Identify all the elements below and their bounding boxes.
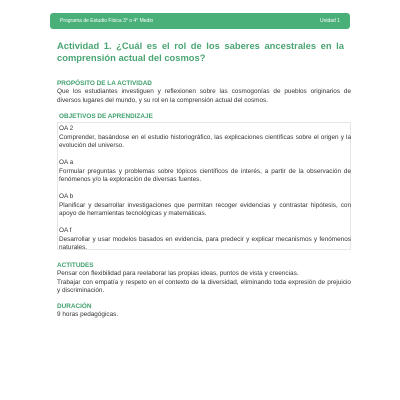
objective-item	[59, 159, 351, 185]
objective-text: Comprender, basándose en el estudio historiográfico, las explicaciones científicas sobre el origen y la evolución del universo.	[59, 133, 351, 150]
program-label: Programa de Estudio Física 3° o 4° Medio	[60, 18, 154, 24]
objectives-heading: OBJETIVOS DE APRENDIZAJE	[59, 113, 153, 120]
unit-label: Unidad 1	[319, 18, 340, 24]
objective-text: Formular preguntas y problemas sobre tópicos científicos de interés, a partir de la observación de fenómenos y/o la exploración de diversas fuentes.	[59, 167, 351, 184]
objective-item	[59, 227, 351, 253]
attitudes-list	[57, 270, 351, 296]
purpose-text: Que los estudiantes investiguen y reflexionen sobre las cosmogonías de pueblos originarios de diversos lugares del mundo, y su rol en la comprensión actual del cosmos.	[57, 88, 351, 104]
attitude-item: Trabajar con empatía y respeto en el contexto de la diversidad, eliminando toda expresión de prejuicio y discriminación.	[57, 278, 351, 295]
attitude-item: Pensar con flexibilidad para reelaborar las propias ideas, puntos de vista y creencias.	[57, 270, 299, 277]
objective-code: OA b	[59, 193, 74, 200]
objective-code: OA f	[59, 227, 72, 234]
duration-text: 9 horas pedagógicas.	[57, 311, 119, 318]
objective-code: OA a	[59, 159, 74, 166]
objective-text: Planificar y desarrollar investigaciones que permitan recoger evidencias y contrastar hipótesis, con apoyo de herramientas tecnológicas y matemáticas.	[59, 201, 351, 218]
objective-item	[59, 193, 351, 219]
attitudes-heading: ACTITUDES	[57, 262, 94, 269]
objective-text: Desarrollar y usar modelos basados en evidencia, para predecir y explicar mecanismos y fenómenos naturales.	[59, 235, 351, 252]
activity-title: Actividad 1. ¿Cuál es el rol de los saberes ancestrales en la comprensión actual del cosmos?	[57, 40, 344, 63]
page-header-bar	[50, 13, 350, 29]
objective-item	[59, 125, 351, 151]
objective-code: OA 2	[59, 125, 74, 132]
purpose-heading: PROPÓSITO DE LA ACTIVIDAD	[57, 80, 152, 87]
duration-heading: DURACIÓN	[57, 303, 92, 310]
